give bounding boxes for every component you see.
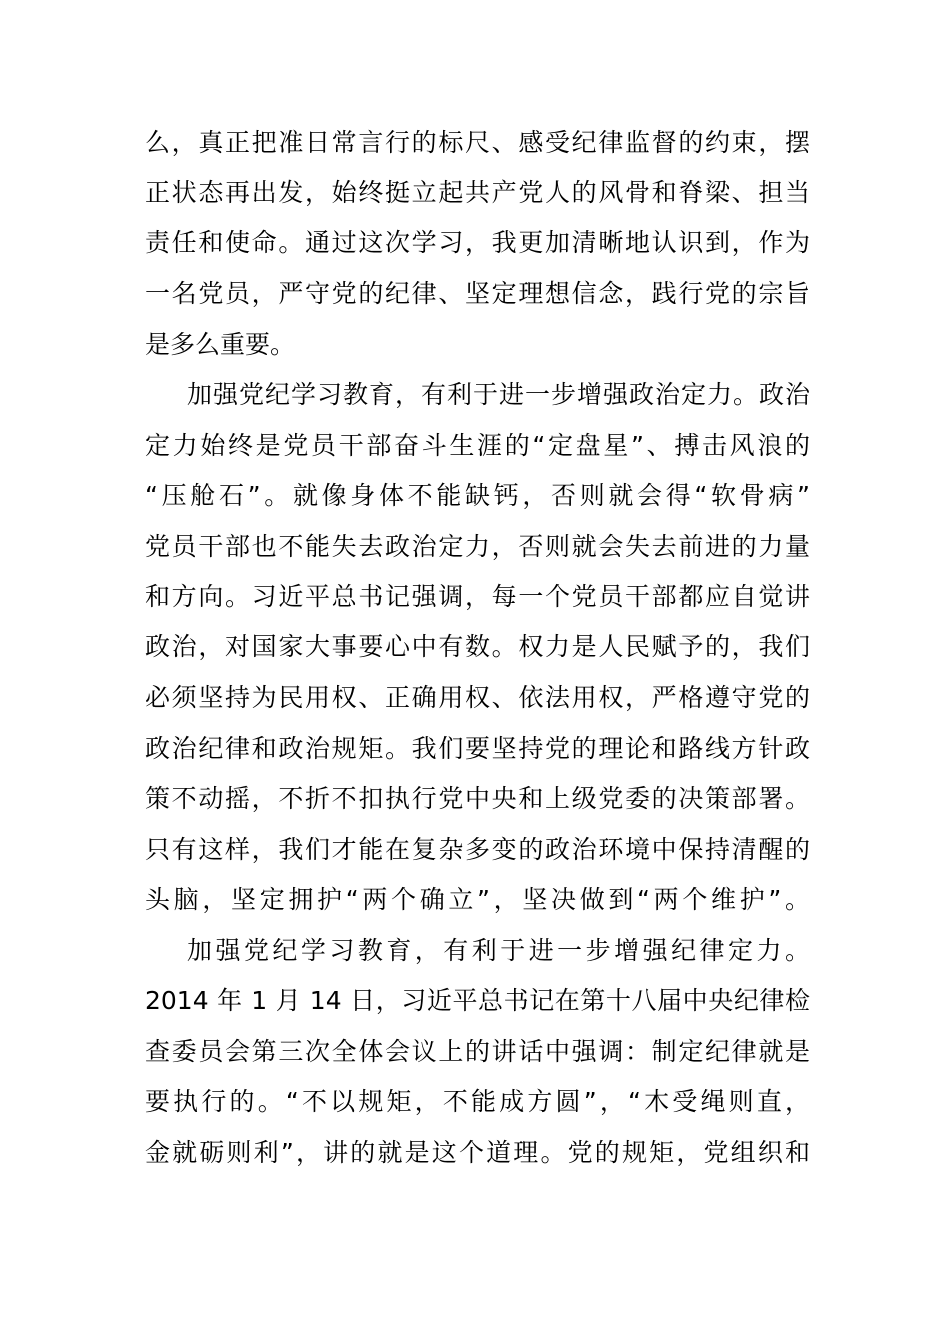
text-line: 要执行的。“不以规矩，不能成方圆”，“木受绳则直，	[145, 1087, 810, 1116]
text-line: 只有这样，我们才能在复杂多变的政治环境中保持清醒的	[145, 835, 810, 864]
text-line: 策不动摇，不折不扣执行党中央和上级党委的决策部署。	[145, 784, 810, 813]
text-line: 责任和使命。通过这次学习，我更加清晰地认识到，作为	[145, 228, 810, 257]
text-line: 查委员会第三次全体会议上的讲话中强调：制定纪律就是	[145, 1037, 810, 1066]
text-line: 必须坚持为民用权、正确用权、依法用权，严格遵守党的	[145, 683, 810, 712]
text-line: 政治纪律和政治规矩。我们要坚持党的理论和路线方针政	[145, 734, 810, 763]
text-line: 一名党员，严守党的纪律、坚定理想信念，践行党的宗旨	[145, 279, 810, 308]
paragraph-first-line: 加强党纪学习教育，有利于进一步增强纪律定力。	[187, 936, 810, 965]
text-line: “压舱石”。就像身体不能缺钙，否则就会得“软骨病”	[145, 481, 810, 510]
text-line: 和方向。习近平总书记强调，每一个党员干部都应自觉讲	[145, 582, 810, 611]
text-line: 正状态再出发，始终挺立起共产党人的风骨和脊梁、担当	[145, 178, 810, 207]
text-line: 金就砺则利”，讲的就是这个道理。党的规矩，党组织和	[145, 1138, 810, 1167]
text-line: 么，真正把准日常言行的标尺、感受纪律监督的约束，摆	[145, 128, 810, 157]
text-line: 党员干部也不能失去政治定力，否则就会失去前进的力量	[145, 532, 810, 561]
text-line: 是多么重要。	[145, 330, 296, 359]
text-line: 政治，对国家大事要心中有数。权力是人民赋予的，我们	[145, 632, 810, 661]
paragraph-first-line: 加强党纪学习教育，有利于进一步增强政治定力。政治	[187, 380, 810, 409]
text-line: 头脑，坚定拥护“两个确立”，坚决做到“两个维护”。	[145, 885, 810, 914]
text-line: 2014 年 1 月 14 日，习近平总书记在第十八届中央纪律检	[145, 986, 810, 1015]
text-line: 定力始终是党员干部奋斗生涯的“定盘星”、搏击风浪的	[145, 431, 810, 460]
